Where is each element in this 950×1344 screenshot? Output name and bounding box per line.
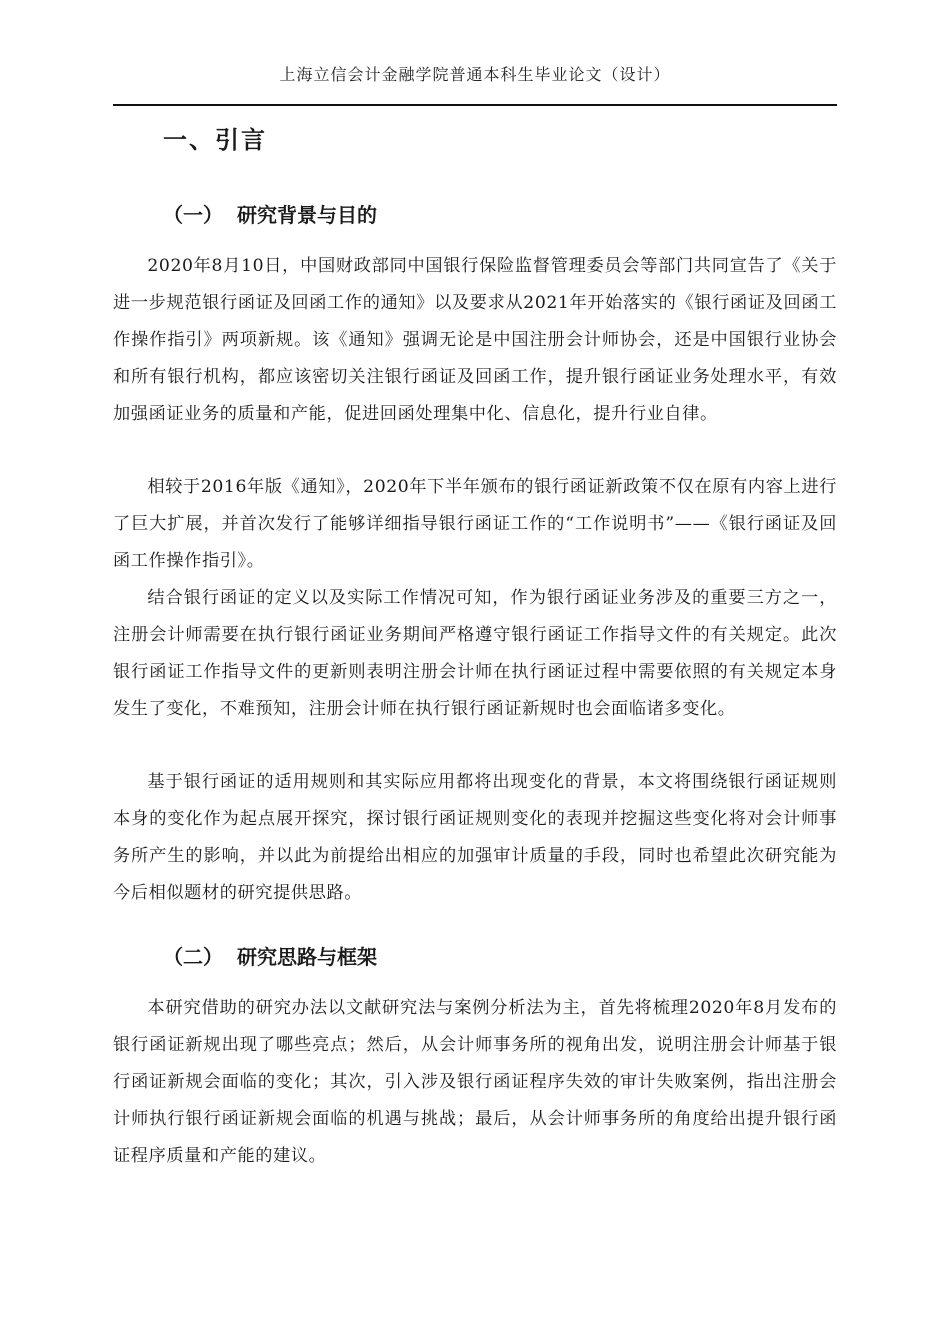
section-title: 研究思路与框架 <box>237 945 377 969</box>
header-divider <box>113 104 837 106</box>
paragraph-background-2: 相较于2016年版《通知》，2020年下半年颁布的银行函证新政策不仅在原有内容上进行了巨大扩展，并首次发行了能够详细指导银行函证工作的“工作说明书”——《银行函证及回函工作操作指引》。 <box>113 477 837 571</box>
page-header: 上海立信会计金融学院普通本科生毕业论文（设计） <box>279 65 671 84</box>
paragraph-background-1: 2020年8月10日，中国财政部同中国银行保险监督管理委员会等部门共同宣告了《关于进一步规范银行函证及回函工作的通知》以及要求从2021年开始落实的《银行函证及回函工作操作指引》两项新规。该《通知》强调无论是中国注册会计师协会，还是中国银行业协会和所有银行机构，都应该密切关注银行函证及回函工作，提升银行函证业务处理水平，有效加强函证业务的质量和产能，促进回函处理集中化、信息化，提升行业自律。 <box>113 256 837 424</box>
section-number: （一） <box>163 203 223 227</box>
paragraph-background-4: 基于银行函证的适用规则和其实际应用都将出现变化的背景，本文将围绕银行函证规则本身的变化作为起点展开探究，探讨银行函证规则变化的表现并挖掘这些变化将对会计师事务所产生的影响，并以此为前提给出相应的加强审计质量的手段，同时也希望此次研究能为今后相似题材的研究提供思路。 <box>113 772 837 903</box>
section-heading-framework <box>163 940 377 974</box>
paragraph-background-3: 结合银行函证的定义以及实际工作情况可知，作为银行函证业务涉及的重要三方之一，注册会计师需要在执行银行函证业务期间严格遵守银行函证工作指导文件的有关规定。此次银行函证工作指导文件的更新则表明注册会计师在执行函证过程中需要依照的有关规定本身发生了变化，不难预知，注册会计师在执行银行函证新规时也会面临诸多变化。 <box>113 588 837 719</box>
section-title: 研究背景与目的 <box>237 203 377 227</box>
paragraph-framework-1: 本研究借助的研究办法以文献研究法与案例分析法为主，首先将梳理2020年8月发布的银行函证新规出现了哪些亮点；然后，从会计师事务所的视角出发，说明注册会计师基于银行函证新规会面临的变化；其次，引入涉及银行函证程序失效的审计失败案例，指出注册会计师执行银行函证新规会面临的机遇与挑战；最后，从会计师事务所的角度给出提升银行函证程序质量和产能的建议。 <box>113 998 837 1166</box>
section-number: （二） <box>163 945 223 969</box>
section-heading-background <box>163 198 377 232</box>
chapter-title: 一、引言 <box>163 126 267 154</box>
